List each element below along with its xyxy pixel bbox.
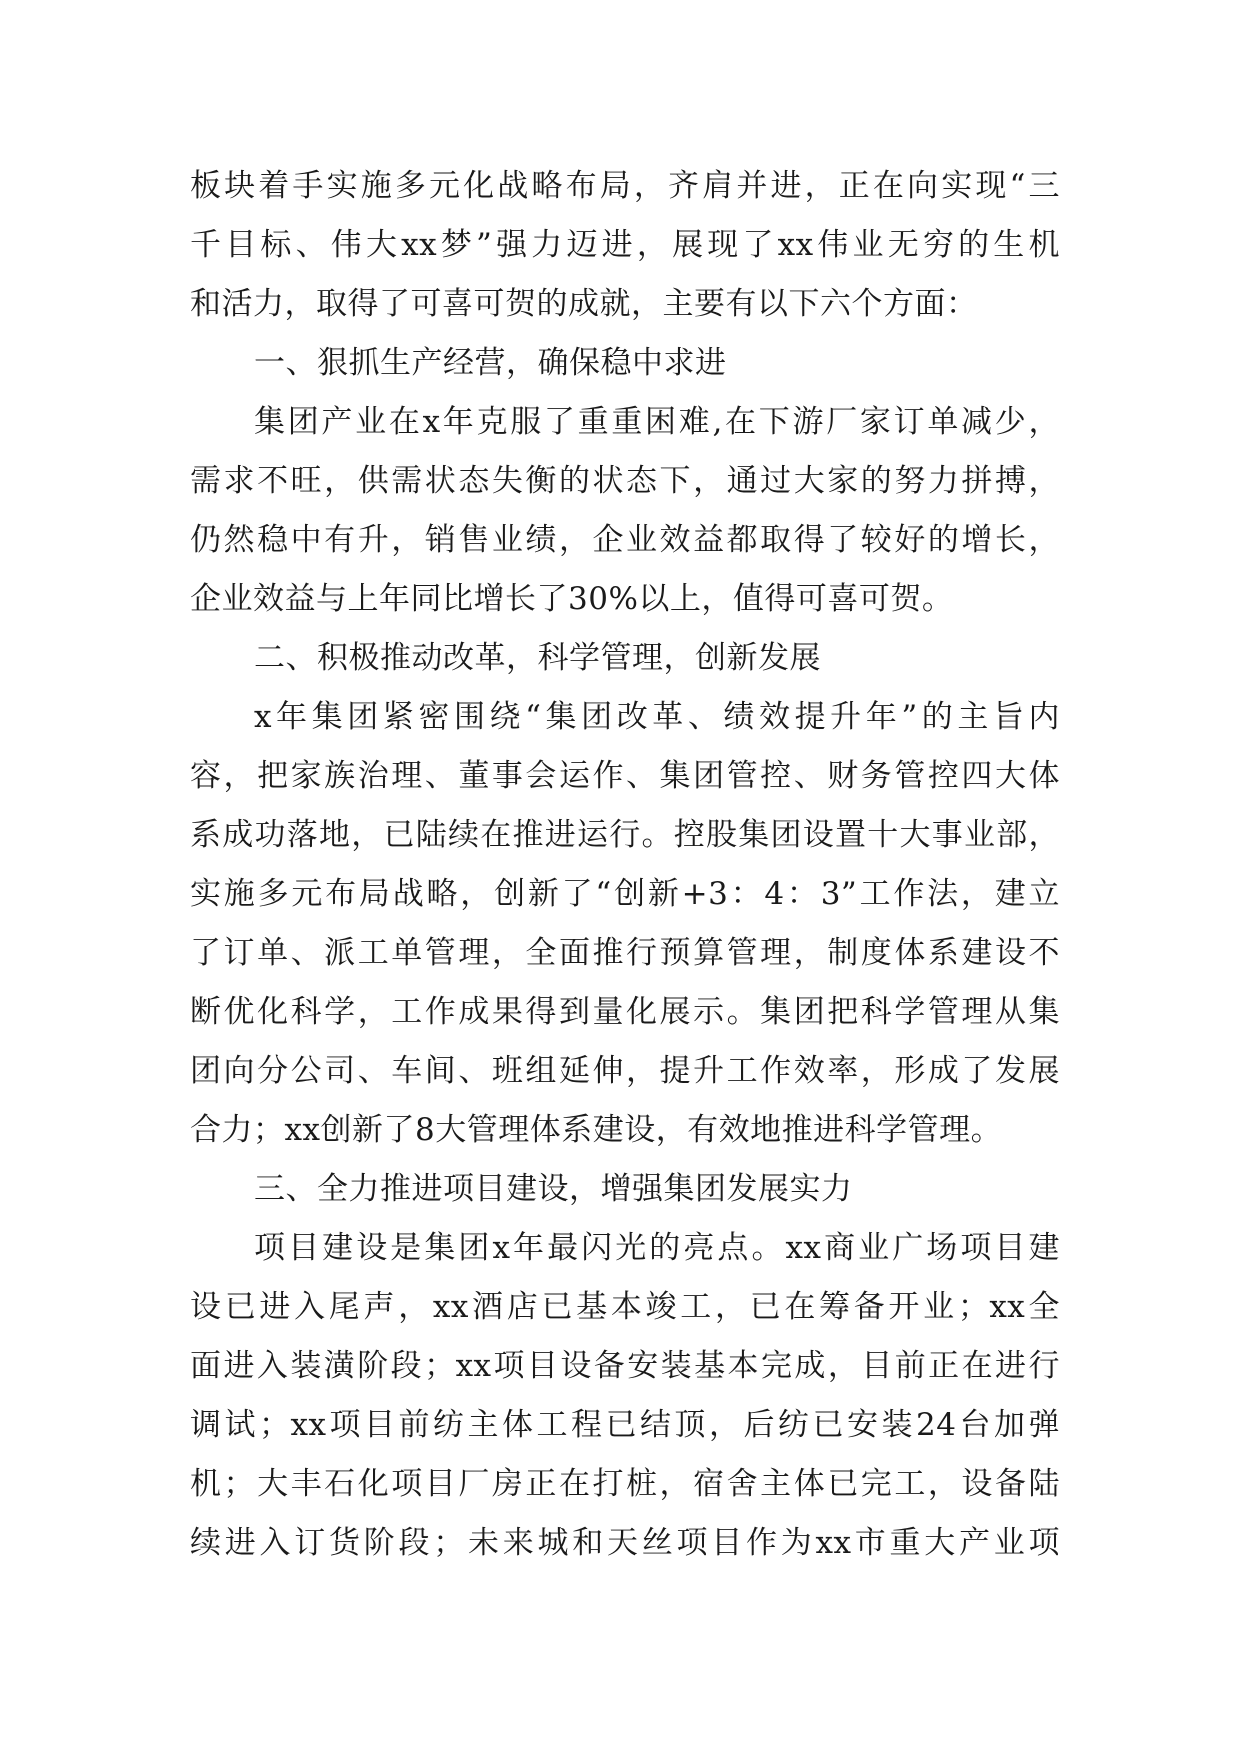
paragraph-line: 项目建设是集团x年最闪光的亮点。xx商业广场项目建 xyxy=(254,1230,1060,1266)
paragraph-line: 板块着手实施多元化战略布局，齐肩并进，正在向实现“三 xyxy=(190,168,1060,204)
paragraph-line: 仍然稳中有升，销售业绩，企业效益都取得了较好的增长， xyxy=(190,522,1060,558)
paragraph-line: 容，把家族治理、董事会运作、集团管控、财务管控四大体 xyxy=(190,758,1060,794)
paragraph-line: 和活力，取得了可喜可贺的成就，主要有以下六个方面： xyxy=(190,286,978,322)
section-heading: 三、全力推进项目建设，增强集团发展实力 xyxy=(254,1171,853,1207)
paragraph-line: 续进入订货阶段；未来城和天丝项目作为xx市重大产业项 xyxy=(190,1525,1060,1561)
paragraph-line: 系成功落地，已陆续在推进运行。控股集团设置十大事业部， xyxy=(190,817,1060,853)
section-heading: 一、狠抓生产经营，确保稳中求进 xyxy=(254,345,727,381)
paragraph-line: 千目标、伟大xx梦”强力迈进，展现了xx伟业无穷的生机 xyxy=(190,227,1060,263)
paragraph-line: 需求不旺，供需状态失衡的状态下，通过大家的努力拼搏， xyxy=(190,463,1060,499)
paragraph-line: 机；大丰石化项目厂房正在打桩，宿舍主体已完工，设备陆 xyxy=(190,1466,1060,1502)
paragraph-line: 团向分公司、车间、班组延伸，提升工作效率，形成了发展 xyxy=(190,1053,1060,1089)
paragraph-line: 调试；xx项目前纺主体工程已结顶，后纺已安装24台加弹 xyxy=(190,1407,1060,1443)
paragraph-line: 断优化科学，工作成果得到量化展示。集团把科学管理从集 xyxy=(190,994,1060,1030)
section-heading: 二、积极推动改革，科学管理，创新发展 xyxy=(254,640,821,676)
paragraph-line: 企业效益与上年同比增长了30%以上，值得可喜可贺。 xyxy=(190,581,954,617)
paragraph-line: 实施多元布局战略，创新了“创新+3：4：3”工作法，建立 xyxy=(190,876,1060,912)
paragraph-line: 了订单、派工单管理，全面推行预算管理，制度体系建设不 xyxy=(190,935,1060,971)
paragraph-line: 面进入装潢阶段；xx项目设备安装基本完成，目前正在进行 xyxy=(190,1348,1060,1384)
paragraph-line: 集团产业在x年克服了重重困难,在下游厂家订单减少， xyxy=(254,404,1060,440)
paragraph-line: 设已进入尾声，xx酒店已基本竣工，已在筹备开业；xx全 xyxy=(190,1289,1060,1325)
paragraph-line: x年集团紧密围绕“集团改革、绩效提升年”的主旨内 xyxy=(254,699,1060,735)
paragraph-line: 合力；xx创新了8大管理体系建设，有效地推进科学管理。 xyxy=(190,1112,1003,1148)
document-body xyxy=(190,157,1060,1573)
